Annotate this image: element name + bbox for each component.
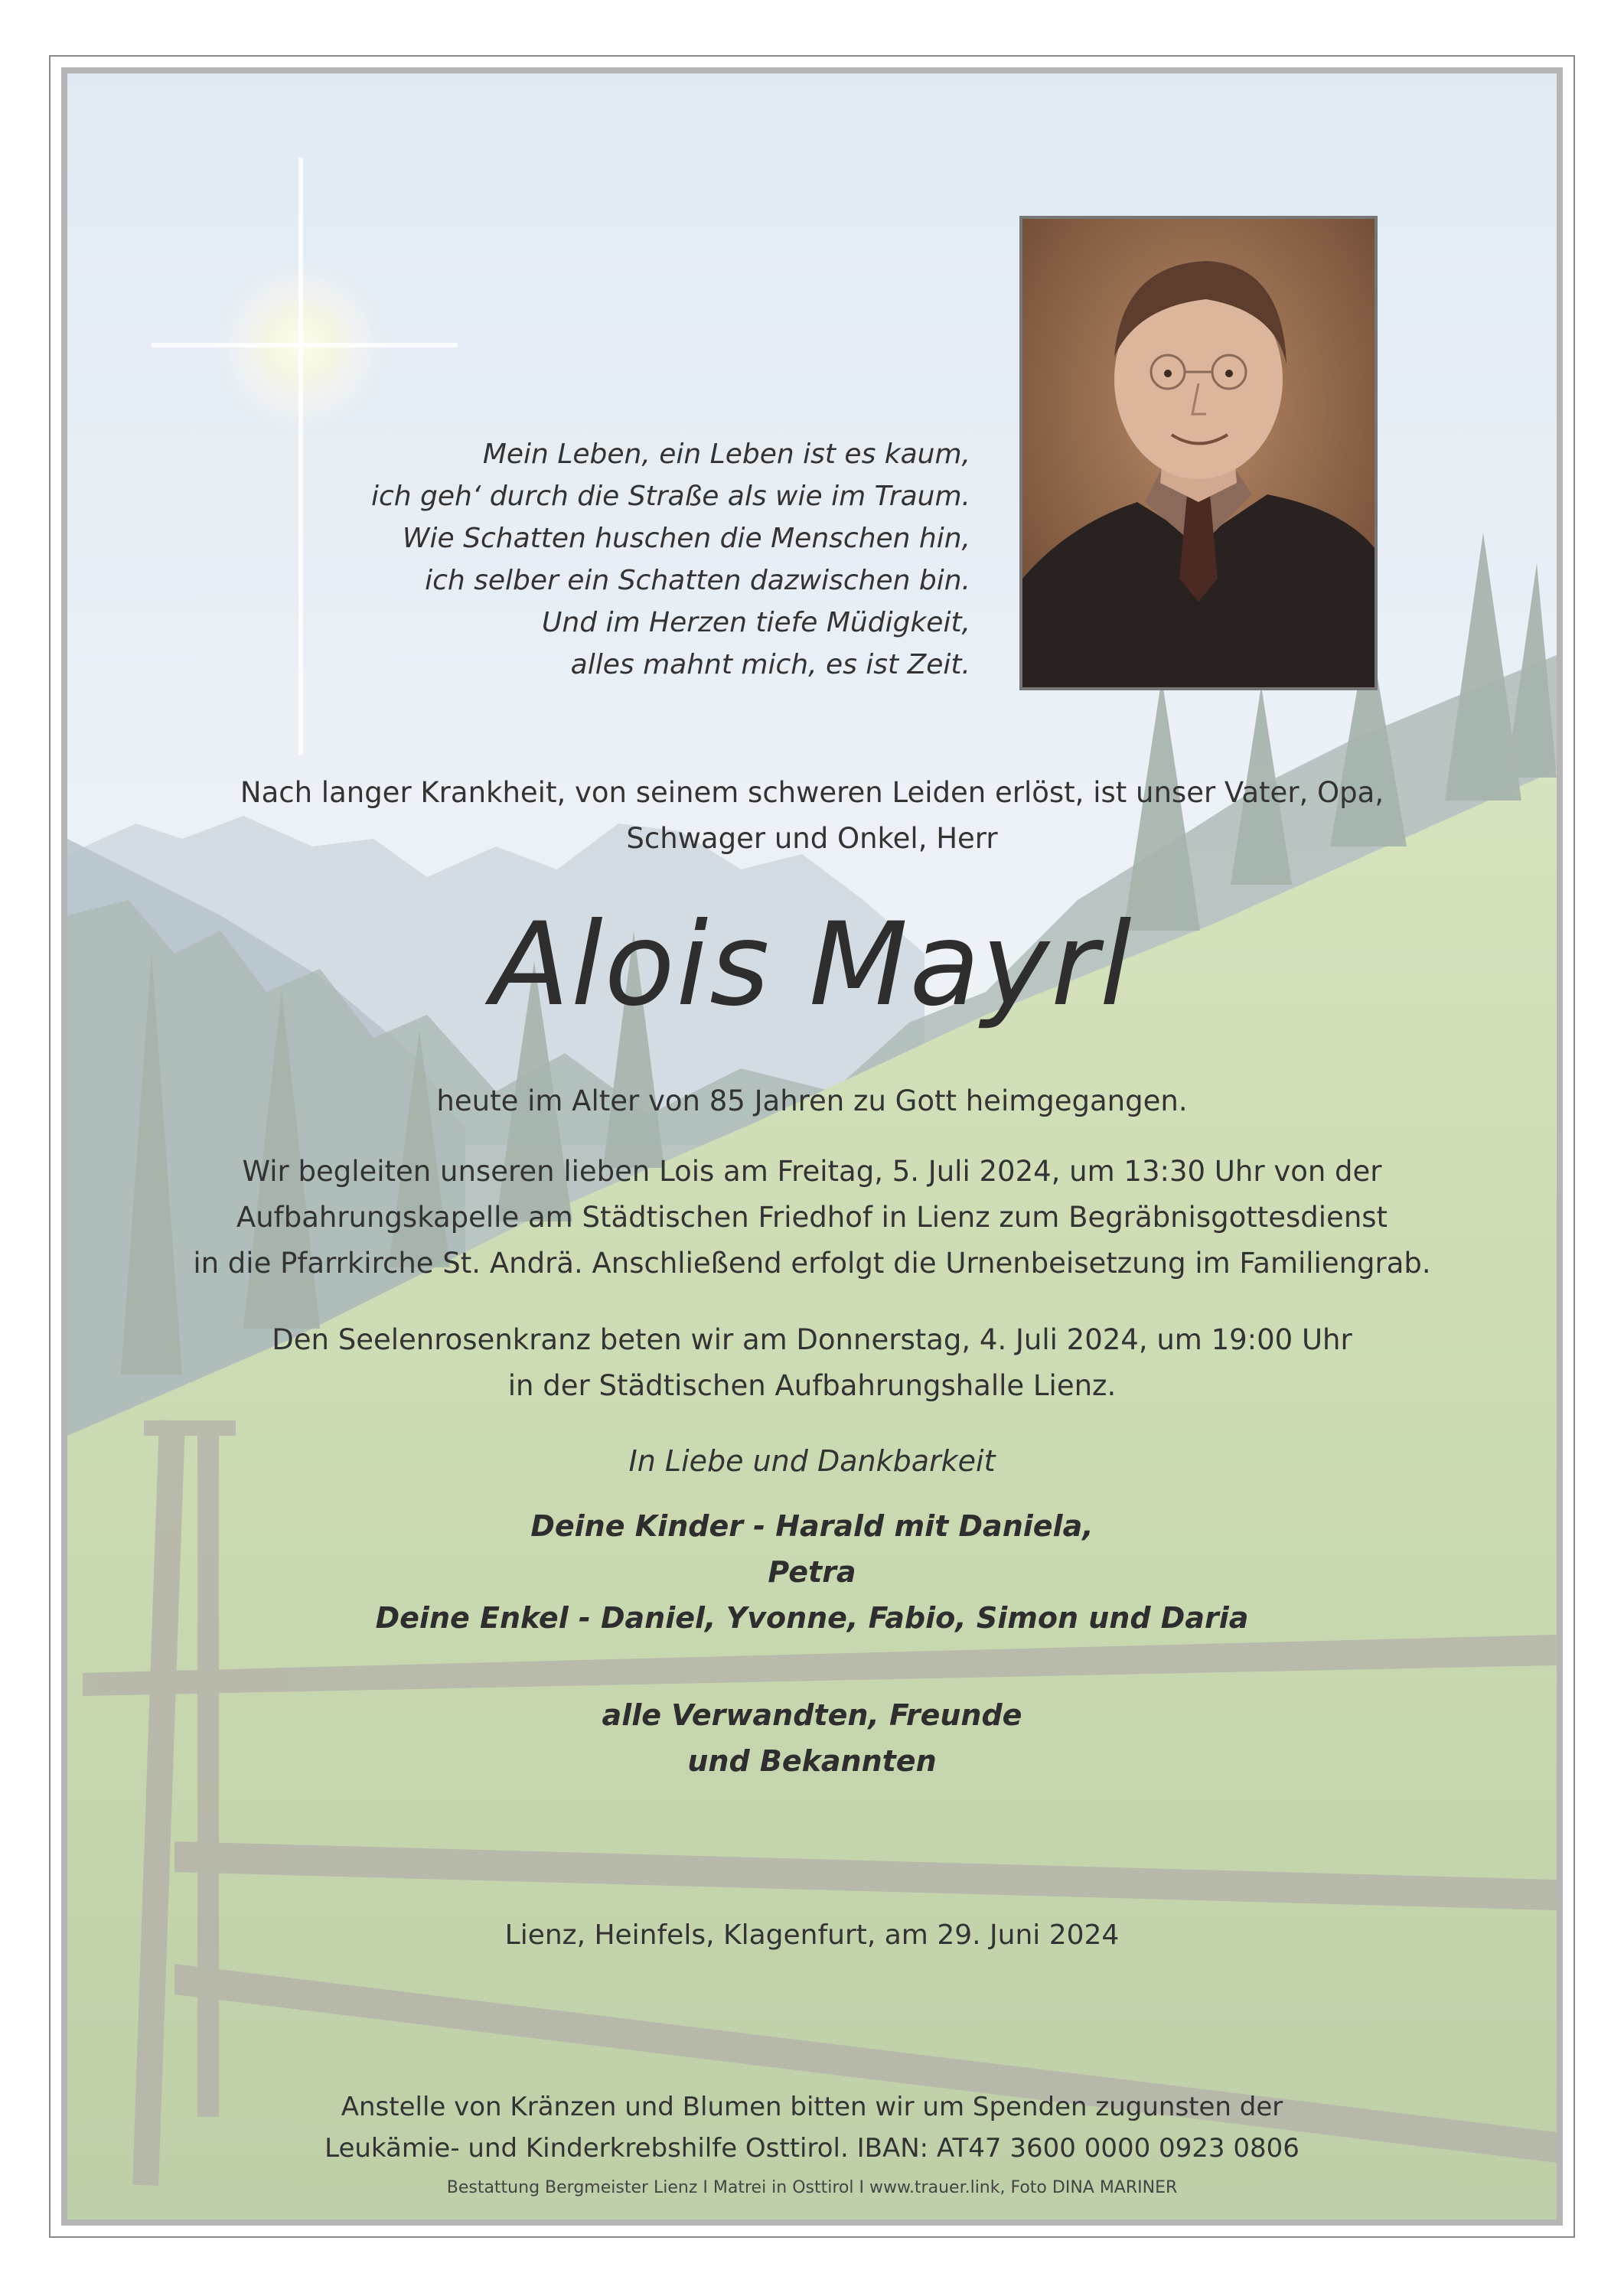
poem-line: Mein Leben, ein Leben ist es kaum, — [482, 439, 970, 470]
deceased-name: Alois Mayrl — [491, 899, 1133, 1032]
poem — [297, 433, 970, 686]
family-list — [67, 1503, 1557, 1641]
intro-line: Nach langer Krankheit, von seinem schweren Leiden erlöst, ist unser Vater, Opa, — [240, 776, 1384, 809]
relatives-line: alle Verwandten, Freunde — [602, 1698, 1022, 1732]
rosary-line: Den Seelenrosenkranz beten wir am Donnerstag, 4. Juli 2024, um 19:00 Uhr — [272, 1323, 1352, 1356]
footer-credits: Bestattung Bergmeister Lienz I Matrei in Osttirol I www.trauer.link, Foto DINA MARINER — [446, 2178, 1178, 2197]
ceremony-line: in die Pfarrkirche St. Andrä. Anschließend erfolgt die Urnenbeisetzung im Familiengrab. — [193, 1247, 1431, 1280]
rosary-line: in der Städtischen Aufbahrungshalle Lienz. — [507, 1369, 1117, 1402]
place-date: Lienz, Heinfels, Klagenfurt, am 29. Juni 2024 — [504, 1919, 1120, 1951]
obituary-card — [61, 67, 1563, 2226]
poem-line: Und im Herzen tiefe Müdigkeit, — [542, 607, 970, 638]
age-line: heute im Alter von 85 Jahren zu Gott heimgegangen. — [436, 1084, 1188, 1117]
intro-text — [67, 770, 1557, 862]
family-line: Deine Kinder - Harald mit Daniela, — [530, 1509, 1094, 1543]
family-line: Deine Enkel - Daniel, Yvonne, Fabio, Simon und Daria — [375, 1601, 1249, 1635]
relatives-line: und Bekannten — [687, 1744, 937, 1778]
love-line: In Liebe und Dankbarkeit — [628, 1444, 996, 1478]
rosary-text — [67, 1317, 1557, 1409]
ceremony-text — [67, 1149, 1557, 1287]
poem-line: Wie Schatten huschen die Menschen hin, — [402, 523, 970, 554]
deceased-portrait — [1019, 216, 1378, 690]
portrait-photo — [1022, 219, 1375, 687]
ceremony-line: Aufbahrungskapelle am Städtischen Friedhof in Lienz zum Begräbnisgottesdienst — [236, 1201, 1388, 1234]
relatives-list — [67, 1692, 1557, 1784]
intro-line: Schwager und Onkel, Herr — [626, 822, 998, 855]
donation-text — [67, 2086, 1557, 2169]
poem-line: ich geh‘ durch die Straße als wie im Traum. — [370, 481, 970, 512]
poem-line: alles mahnt mich, es ist Zeit. — [570, 649, 970, 680]
ceremony-line: Wir begleiten unseren lieben Lois am Freitag, 5. Juli 2024, um 13:30 Uhr von der — [242, 1155, 1382, 1188]
donation-line: Anstelle von Kränzen und Blumen bitten wir um Spenden zugunsten der — [341, 2092, 1283, 2122]
poem-line: ich selber ein Schatten dazwischen bin. — [425, 565, 970, 596]
donation-line: Leukämie- und Kinderkrebshilfe Osttirol. IBAN: AT47 3600 0000 0923 0806 — [324, 2133, 1300, 2164]
family-line: Petra — [768, 1555, 856, 1589]
